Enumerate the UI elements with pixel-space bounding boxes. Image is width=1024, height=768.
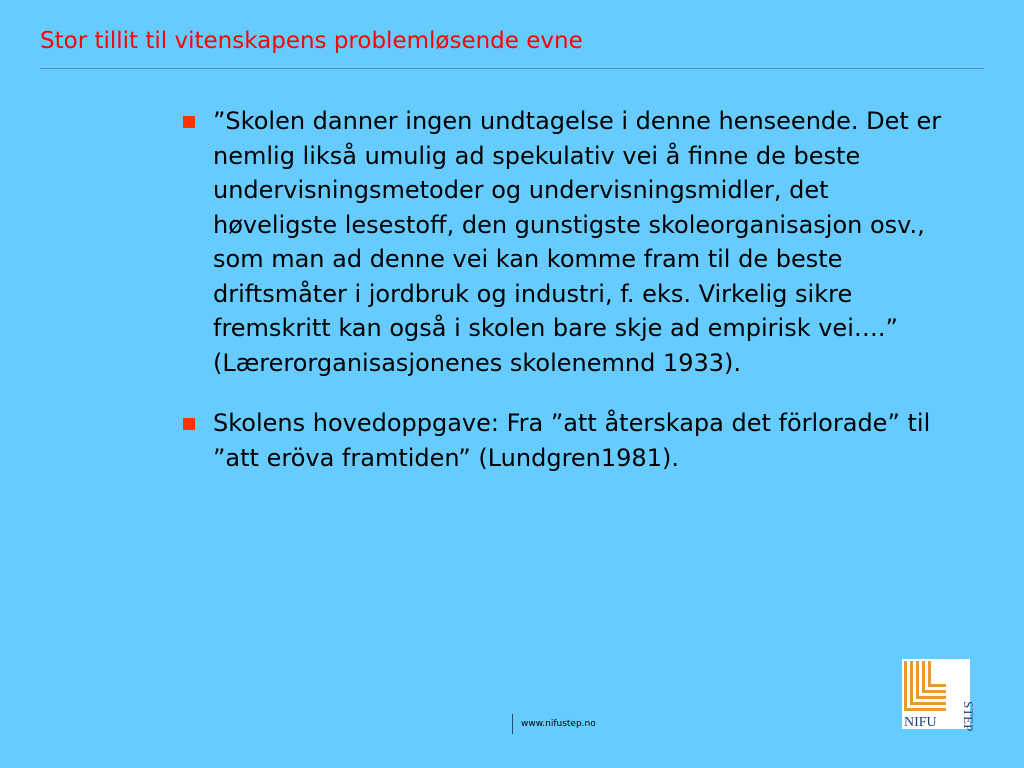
bullet-item: [180, 104, 960, 380]
bullet-text: Skolens hovedoppgave: Fra ”att återskapa det förlorade” til ”att eröva framtiden” (Lundgren1981).: [213, 409, 931, 472]
nifu-step-logo: [902, 659, 976, 732]
nifu-step-logo-icon: [902, 659, 976, 732]
bullet-item: [180, 406, 960, 475]
footer-divider: [512, 714, 513, 734]
footer-url[interactable]: www.nifustep.no: [521, 719, 596, 729]
bullet-list: [180, 104, 960, 501]
title-divider: [40, 68, 984, 69]
logo-word-nifu: NIFU: [904, 715, 937, 730]
bullet-square-icon: [183, 116, 195, 128]
bullet-text: ”Skolen danner ingen undtagelse i denne henseende. Det er nemlig likså umulig ad spekulativ vei å finne de beste undervisningsmetoder og undervisningsmidler, det høveligste lesestoff, den gunstigste skoleorganisasjon osv., som man ad denne vei kan komme fram til de beste driftsmåter i jordbruk og industri, f. eks. Virkelig sikre fremskritt kan også i skolen bare skje ad empirisk vei….” (Lærerorganisasjonenes skolenemnd 1933).: [213, 107, 942, 377]
slide-title: Stor tillit til vitenskapens problemløsende evne: [40, 28, 583, 54]
bullet-square-icon: [183, 418, 195, 430]
logo-word-step: STEP: [961, 701, 976, 732]
